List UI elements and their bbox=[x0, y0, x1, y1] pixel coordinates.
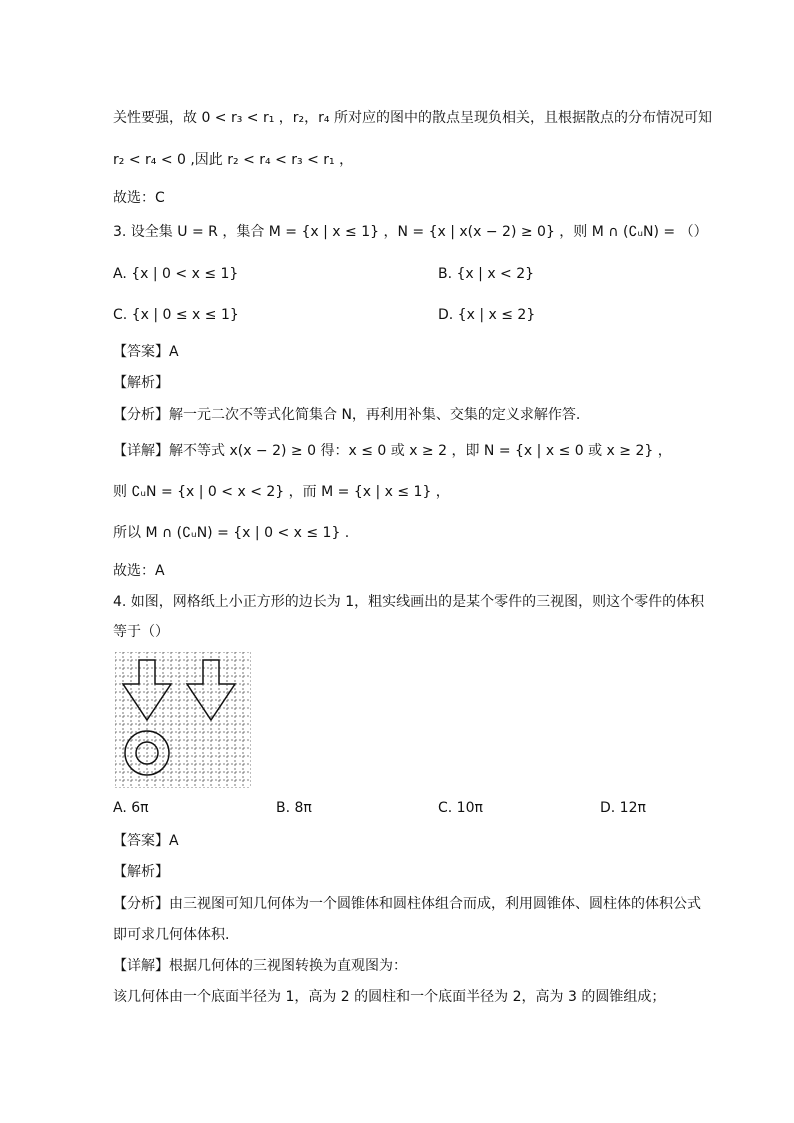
q4-option-b: B. 8π bbox=[276, 800, 312, 816]
q4-option-d: D. 12π bbox=[600, 800, 646, 816]
q4-option-c: C. 10π bbox=[438, 800, 483, 816]
question-4-stem-1: 4. 如图，网格纸上小正方形的边长为 1，粗实线画出的是某个零件的三视图，则这个零件的体积 bbox=[113, 594, 705, 610]
q3-analysis: 【分析】解一元二次不等式化简集合 N，再利用补集、交集的定义求解作答. bbox=[113, 407, 581, 423]
q3-jiexi-heading: 【解析】 bbox=[113, 375, 169, 391]
q3-detail-1: 【详解】解不等式 x(x − 2) ≥ 0 得：x ≤ 0 或 x ≥ 2 ，即 N = {x | x ≤ 0 或 x ≥ 2} ， bbox=[113, 443, 672, 459]
q3-detail-2: 则 ∁ᵤN = {x | 0 < x < 2} ，而 M = {x | x ≤ 1} ， bbox=[113, 484, 450, 500]
q3-option-a: A. {x | 0 < x ≤ 1} bbox=[113, 266, 239, 282]
text-line: r₂ < r₄ < 0 ,因此 r₂ < r₄ < r₃ < r₁ ， bbox=[113, 152, 354, 168]
q3-option-d: D. {x | x ≤ 2} bbox=[438, 307, 536, 323]
grid-lines bbox=[115, 652, 251, 788]
text-line: 关性要强，故 0 < r₃ < r₁ ，r₂，r₄ 所对应的图中的散点呈现负相关，且根据散点的分布情况可知 bbox=[113, 110, 712, 126]
q4-detail-2: 该几何体由一个底面半径为 1，高为 2 的圆柱和一个底面半径为 2，高为 3 的圆锥组成； bbox=[113, 989, 666, 1005]
q3-option-b: B. {x | x < 2} bbox=[438, 266, 535, 282]
three-view-figure bbox=[115, 652, 251, 788]
q4-jiexi-heading: 【解析】 bbox=[113, 864, 169, 880]
q4-analysis-1: 【分析】由三视图可知几何体为一个圆锥体和圆柱体组合而成，利用圆锥体、圆柱体的体积公式 bbox=[113, 896, 701, 912]
question-3-stem: 3. 设全集 U = R ，集合 M = {x | x ≤ 1} ，N = {x | x(x − 2) ≥ 0} ，则 M ∩ (∁ᵤN) = （） bbox=[113, 224, 708, 240]
q4-option-a: A. 6π bbox=[113, 800, 149, 816]
q3-choose: 故选：A bbox=[113, 563, 165, 579]
question-4-stem-2: 等于（） bbox=[113, 624, 169, 640]
q3-option-c: C. {x | 0 ≤ x ≤ 1} bbox=[113, 307, 239, 323]
q4-detail-1: 【详解】根据几何体的三视图转换为直观图为： bbox=[113, 958, 407, 974]
q3-answer: 【答案】A bbox=[113, 344, 179, 360]
q3-detail-3: 所以 M ∩ (∁ᵤN) = {x | 0 < x ≤ 1} . bbox=[113, 525, 350, 541]
q4-analysis-2: 即可求几何体体积. bbox=[113, 927, 230, 943]
q4-answer: 【答案】A bbox=[113, 833, 179, 849]
text-line: 故选：C bbox=[113, 190, 165, 206]
